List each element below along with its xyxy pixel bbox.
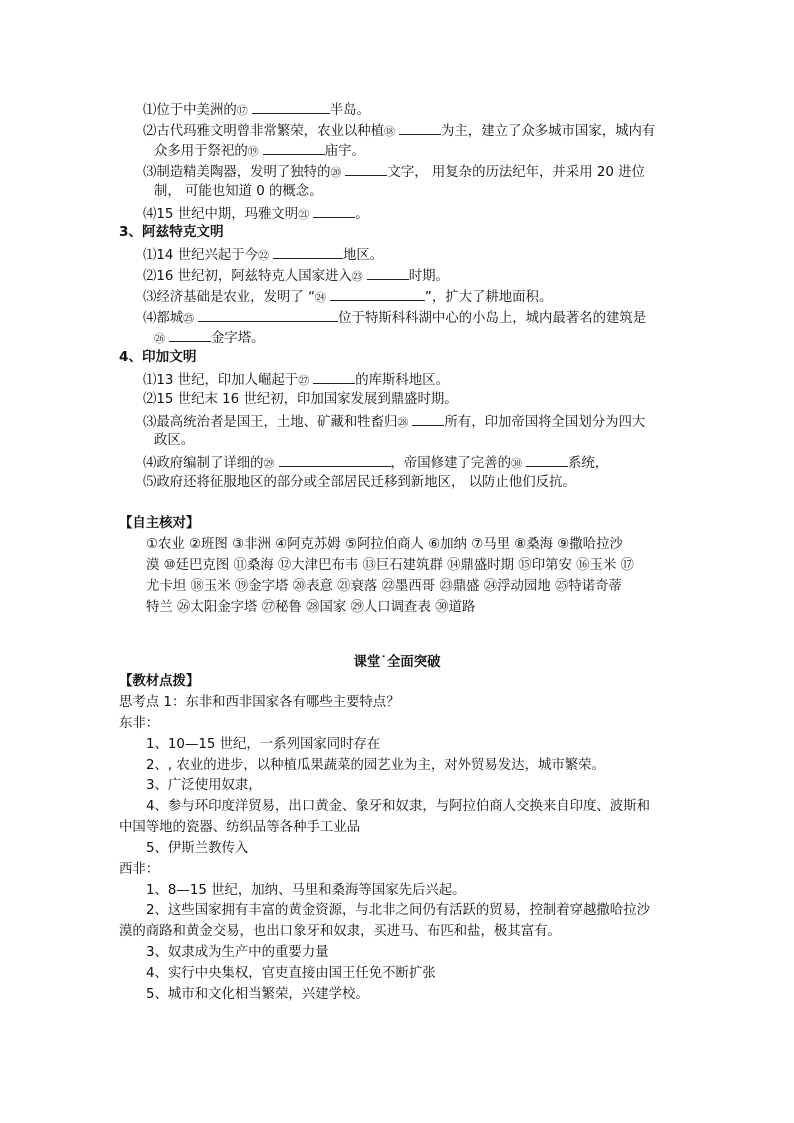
aztec-heading: 3、阿兹特克文明	[119, 224, 224, 240]
inca-heading: 4、印加文明	[119, 349, 197, 365]
maya-item-3a: ⑶制造精美陶器，发明了独特的⑳ 文字， 用复杂的历法纪年，并采用 20 进位	[143, 162, 645, 181]
east-item: 2、, 农业的进步，以种植瓜果蔬菜的园艺业为主，对外贸易发达，城市繁荣。	[146, 758, 605, 773]
fill-blank[interactable]	[330, 287, 425, 301]
inca-item-3a: ⑶最高统治者是国王，土地、矿藏和牲畜归㉘ 所有，印加帝国将全国划分为四大	[143, 412, 645, 431]
east-item: 4、参与环印度洋贸易，出口黄金、象牙和奴隶，与阿拉伯商人交换来自印度、波斯和	[146, 799, 650, 814]
aztec-item-4b: ㉖ 金字塔。	[154, 328, 265, 347]
maya-item-3b: 制， 可能也知道 0 的概念。	[154, 184, 323, 199]
circled-number: ㉕	[183, 312, 195, 325]
fill-blank[interactable]	[273, 245, 343, 259]
circled-number: ㉑	[298, 208, 310, 221]
east-item: 5、伊斯兰教传入	[146, 841, 249, 856]
circled-number: ㉚	[511, 457, 523, 470]
circled-number: ㉖	[154, 332, 165, 345]
aztec-item-4a: ⑷都城㉕ 位于特斯科科湖中心的小岛上，城内最著名的建筑是	[143, 308, 646, 327]
inca-item-3b: 政区。	[154, 433, 195, 448]
check-line-3: 尤卡坦 ⑱玉米 ⑲金字塔 ⑳表意 ㉑衰落 ㉒墨西哥 ㉓鼎盛 ㉔浮动园地 ㉕特诺奇蒂	[146, 579, 622, 594]
maya-item-4: ⑷15 世纪中期，玛雅文明㉑ 。	[143, 204, 369, 223]
east-item: 3、广泛使用奴隶，	[146, 778, 262, 793]
inca-item-2: ⑵15 世纪末 16 世纪初，印加国家发展到鼎盛时期。	[143, 392, 458, 407]
check-line-1: ①农业 ②班图 ③非洲 ④阿克苏姆 ⑤阿拉伯商人 ⑥加纳 ⑦马里 ⑧桑海 ⑨撒哈拉沙	[146, 537, 623, 552]
circled-number: ㉓	[351, 270, 363, 283]
fill-blank[interactable]	[252, 100, 330, 114]
west-item-cont: 漠的商路和黄金交易，也出口象牙和奴隶，买进马、布匹和盐，极其富有。	[119, 924, 561, 939]
fill-blank[interactable]	[526, 453, 568, 467]
circled-number: ㉒	[258, 249, 270, 262]
east-africa-label: 东非：	[119, 716, 160, 731]
circled-number: ㉘	[397, 416, 409, 429]
fill-blank[interactable]	[313, 370, 355, 384]
fill-blank[interactable]	[263, 141, 325, 155]
aztec-item-1: ⑴14 世纪兴起于今㉒ 地区。	[143, 245, 383, 264]
check-line-2: 漠 ⑩廷巴克图 ⑪桑海 ⑫大津巴布韦 ⑬巨石建筑群 ⑭鼎盛时期 ⑮印第安 ⑯玉米 ⑰	[146, 558, 634, 573]
maya-item-2a: ⑵古代玛雅文明曾非常繁荣，农业以种植⑱ 为主，建立了众多城市国家，城内有	[143, 121, 655, 140]
maya-item-1: ⑴位于中美洲的⑰ 半岛。	[143, 100, 370, 119]
fill-blank[interactable]	[367, 266, 409, 280]
west-item: 1、8—15 世纪，加纳、马里和桑海等国家先后兴起。	[146, 883, 466, 898]
question-1: 思考点 1：东非和西非国家各有哪些主要特点？	[119, 695, 400, 710]
aztec-item-2: ⑵16 世纪初，阿兹特克人国家进入㉓ 时期。	[143, 266, 449, 285]
west-item: 4、实行中央集权，官吏直接由国王任免不断扩张	[146, 966, 436, 981]
section-title: 课堂˙全面突破	[353, 655, 441, 670]
east-item: 1、10—15 世纪，一系列国家同时存在	[146, 737, 381, 752]
check-line-4: 特兰 ㉖太阳金字塔 ㉗秘鲁 ㉘国家 ㉙人口调查表 ㉚道路	[146, 600, 476, 615]
fill-blank[interactable]	[279, 453, 391, 467]
section-subtitle: 【教材点拨】	[119, 674, 200, 689]
circled-number: ⑱	[384, 125, 396, 138]
inca-item-5: ⑸政府还将征服地区的部分或全部居民迁移到新地区， 以防止他们反抗。	[143, 475, 576, 490]
west-africa-label: 西非：	[119, 862, 160, 877]
inca-item-4: ⑷政府编制了详细的㉙ ，帝国修建了完善的㉚ 系统，	[143, 453, 608, 472]
fill-blank[interactable]	[313, 204, 355, 218]
circled-number: ⑲	[247, 145, 259, 158]
maya-item-2b: 众多用于祭祀的⑲ 庙宇。	[154, 141, 365, 160]
circled-number: ⑳	[330, 166, 342, 179]
circled-number: ㉔	[314, 291, 326, 304]
circled-number: ⑰	[236, 104, 248, 117]
west-item: 3、奴隶成为生产中的重要力量	[146, 945, 329, 960]
east-item-cont: 中国等地的瓷器、纺织品等各种手工业品	[119, 820, 361, 835]
check-title: 【自主核对】	[119, 516, 200, 531]
fill-blank[interactable]	[198, 308, 338, 322]
inca-item-1: ⑴13 世纪，印加人崛起于㉗ 的库斯科地区。	[143, 370, 449, 389]
fill-blank[interactable]	[345, 162, 387, 176]
west-item: 5、城市和文化相当繁荣，兴建学校。	[146, 987, 369, 1002]
aztec-item-3: ⑶经济基础是农业，发明了 “㉔ ”，扩大了耕地面积。	[143, 287, 552, 306]
fill-blank[interactable]	[399, 121, 441, 135]
circled-number: ㉗	[298, 374, 310, 387]
circled-number: ㉙	[263, 457, 275, 470]
west-item: 2、这些国家拥有丰富的黄金资源，与北非之间仍有活跃的贸易，控制着穿越撒哈拉沙	[146, 903, 650, 918]
fill-blank[interactable]	[169, 328, 211, 342]
fill-blank[interactable]	[412, 412, 444, 426]
